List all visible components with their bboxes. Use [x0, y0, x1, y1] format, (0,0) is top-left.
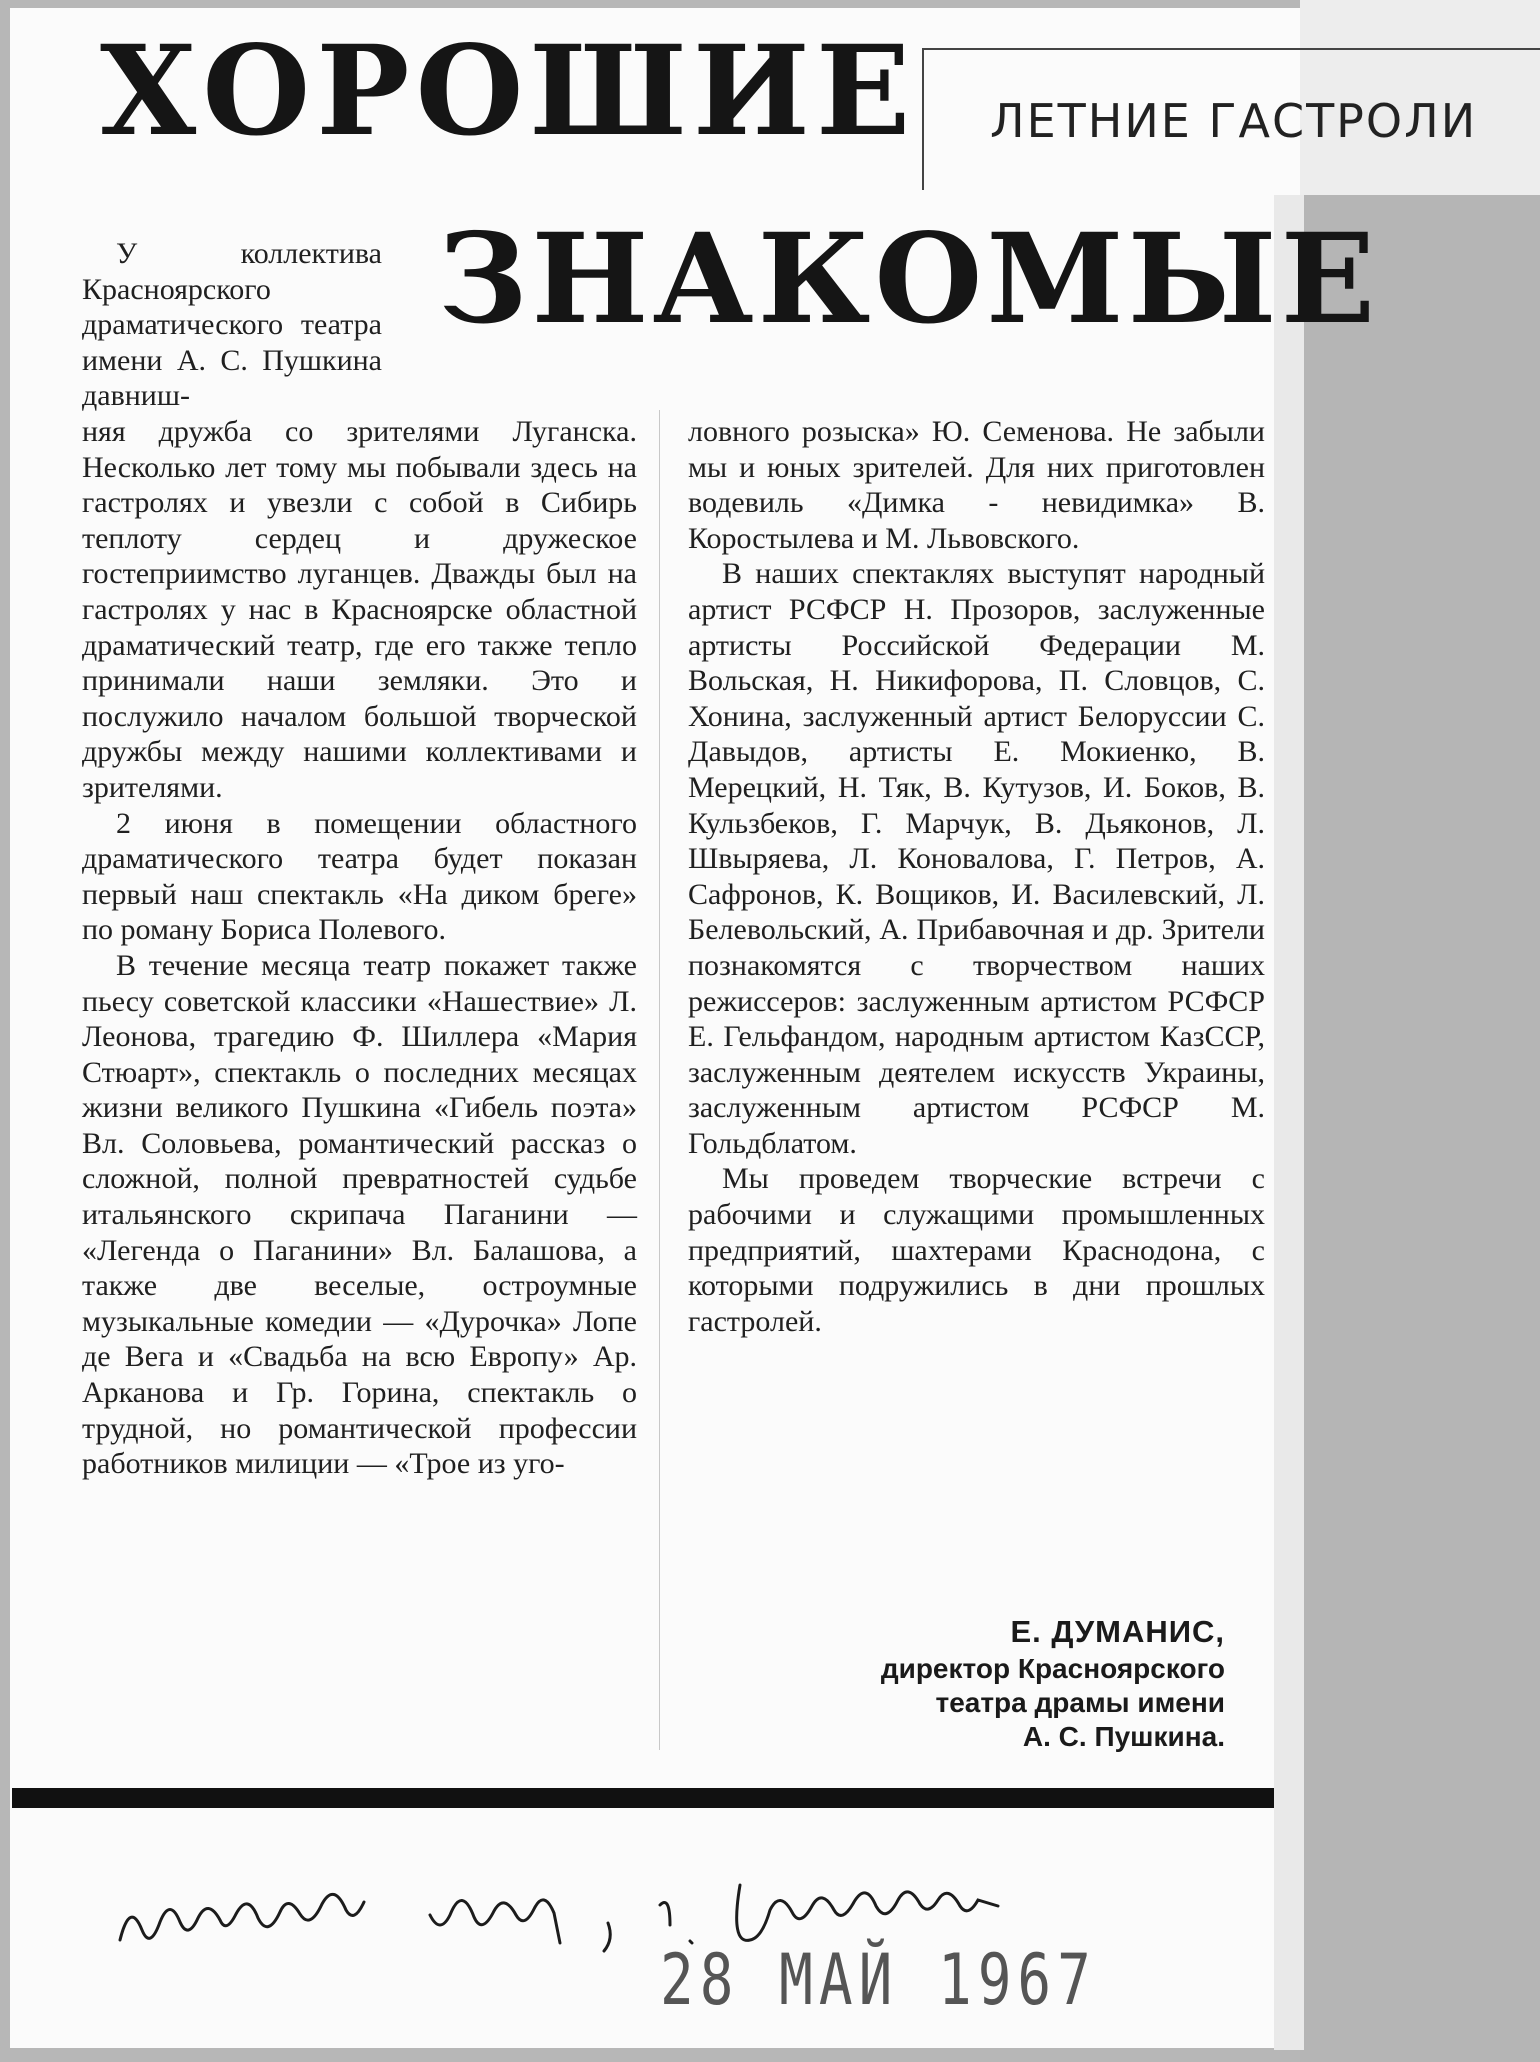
headline-line-2: ЗНАКОМЫЕ: [438, 207, 1380, 352]
bottom-rule: [12, 1788, 1274, 1808]
paragraph: В течение месяца театр покажет также пьесу советской классики «Нашествие» Л. Леонова, трагедию Ф. Шиллера «Мария Стюарт», спектакль о последних месяцах жизни великого Пушкина «Гибель поэта» Вл. Соловьева, романтический рассказ о сложной, полной превратностей судьбе итальянского скрипача Паганини — «Легенда о Паганини» Вл. Балашова, а также две веселые, остроумные музыкальные комедии — «Дурочка» Лопе де Вега и «Свадьба на всю Европу» Ар. Арканова и Гр. Горина, спектакль о трудной, но романтической профессии работников милиции — «Трое из уго-: [82, 948, 637, 1481]
paragraph: Мы проведем творческие встречи с рабочими и служащими промышленных предприятий, шахтерами Краснодона, с которыми подружились в дни прошлых гастролей.: [688, 1162, 1265, 1338]
paragraph: 2 июня в помещении областного драматического театра будет показан первый наш спектакль «На диком бреге» по роману Бориса Полевого.: [82, 806, 637, 947]
paragraph: В наших спектаклях выступят народный артист РСФСР Н. Прозоров, заслуженные артисты Российской Федерации М. Вольская, Н. Никифорова, П. Словцов, С. Хонина, заслуженный артист Белоруссии С. Давыдов, артисты Е. Мокиенко, В. Мерецкий, Н. Тяк, В. Кутузов, И. Боков, В. Кульзбеков, Г. Марчук, В. Дьяконов, Л. Швыряева, Л. Коновалова, Г. Петров, А. Сафронов, К. Вощиков, И. Василевский, Л. Белевольский, А. Прибавочная и др. Зрители познакомятся с творчеством наших режиссеров: заслуженным артистом РСФСР Е. Гельфандом, народным артистом КазССР, заслуженным деятелем искусств Украины, заслуженным артистом РСФСР М. Гольдблатом.: [688, 557, 1265, 1160]
article-column-2: [688, 414, 1265, 1339]
author-name: Е. ДУМАНИС,: [1010, 1614, 1225, 1649]
clipping-edge: [1274, 195, 1304, 2050]
paragraph: ловного розыска» Ю. Семенова. Не забыли мы и юных зрителей. Для них приготовлен водевиль «Димка - невидимка» В. Коростылева и М. Львовского.: [688, 415, 1265, 555]
headline-line-1: ХОРОШИЕ: [100, 19, 917, 164]
article-column-1: [82, 414, 637, 1482]
author-signature: [700, 1612, 1225, 1754]
author-title: директор Красноярского: [880, 1653, 1225, 1684]
rubric-label: ЛЕТНИЕ ГАСТРОЛИ: [990, 94, 1478, 148]
date-stamp: 28 МАЙ 1967: [660, 1940, 1097, 2022]
column-divider: [659, 410, 660, 1750]
article-lead: [82, 236, 382, 414]
author-title: театра драмы имени: [935, 1687, 1225, 1718]
author-title: А. С. Пушкина.: [1022, 1721, 1225, 1752]
lead-paragraph: У коллектива Красноярского драматического театра имени А. С. Пушкина давниш-: [82, 237, 382, 413]
paragraph: няя дружба со зрителями Луганска. Несколько лет тому мы побывали здесь на гастролях и увезли с собой в Сибирь теплоту сердец и дружеское гостеприимство луганцев. Дважды был на гастролях у нас в Красноярске областной драматический театр, где его также тепло принимали наши земляки. Это и послужило началом большой творческой дружбы между нашими коллективами и зрителями.: [82, 415, 637, 804]
